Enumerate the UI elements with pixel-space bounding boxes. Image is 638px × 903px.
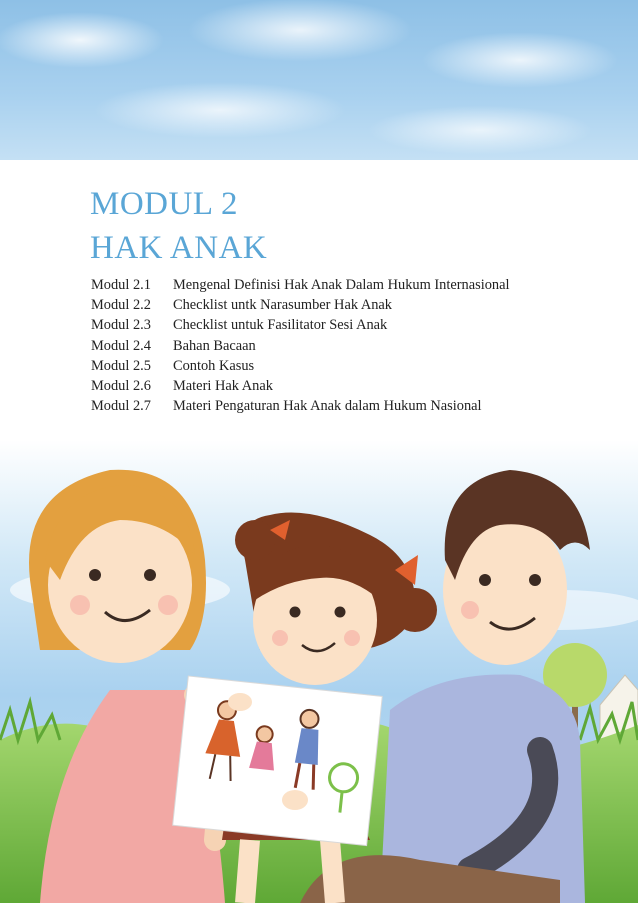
family-illustration-icon <box>0 440 638 903</box>
toc-item-number: Modul 2.7 <box>91 398 151 415</box>
toc-item-label: Materi Hak Anak <box>173 378 273 395</box>
girl-hand <box>228 693 252 711</box>
girl-eye <box>290 607 301 618</box>
toc-item-number: Modul 2.5 <box>91 357 151 374</box>
toc-item-label: Checklist untuk Fasilitator Sesi Anak <box>173 317 388 334</box>
mother-cheek <box>70 595 90 615</box>
drawing-figure-head <box>300 709 320 729</box>
sky-banner <box>0 0 638 160</box>
mother-eye <box>89 569 101 581</box>
girl-hand <box>282 790 308 810</box>
mother-cheek <box>158 595 178 615</box>
toc-item[interactable] <box>91 275 510 295</box>
father-eye <box>479 574 491 586</box>
toc-item[interactable] <box>91 356 510 376</box>
toc-item[interactable] <box>91 315 510 335</box>
father-cheek <box>461 601 479 619</box>
toc-item[interactable] <box>91 295 510 315</box>
toc-item-label: Mengenal Definisi Hak Anak Dalam Hukum Internasional <box>173 277 510 293</box>
toc-item-number: Modul 2.4 <box>91 337 151 354</box>
girl-cheek <box>344 630 360 646</box>
toc-item-label: Materi Pengaturan Hak Anak dalam Hukum Nasional <box>173 398 482 415</box>
module-title-line-2: HAK ANAK <box>90 230 268 266</box>
girl-eye <box>335 607 346 618</box>
table-of-contents <box>91 275 510 416</box>
module-title-line-1: MODUL 2 <box>90 186 239 222</box>
toc-item-number: Modul 2.6 <box>91 378 151 395</box>
toc-item-number: Modul 2.1 <box>91 277 151 293</box>
toc-item-label: Bahan Bacaan <box>173 337 256 354</box>
module-title <box>90 182 267 270</box>
toc-item-label: Checklist untk Narasumber Hak Anak <box>173 297 393 314</box>
toc-item[interactable] <box>91 336 510 356</box>
girl-cheek <box>272 630 288 646</box>
girl-pigtail <box>393 588 437 632</box>
toc-item-number: Modul 2.2 <box>91 297 151 314</box>
toc-item-number: Modul 2.3 <box>91 317 151 334</box>
drawing-paper <box>173 676 383 846</box>
drawing-figure-head <box>256 726 274 744</box>
mother-eye <box>144 569 156 581</box>
girl-pigtail <box>235 520 275 560</box>
child-drawing <box>173 676 383 846</box>
toc-item[interactable] <box>91 376 510 396</box>
father-eye <box>529 574 541 586</box>
toc-item[interactable] <box>91 396 510 416</box>
toc-item-label: Contoh Kasus <box>173 357 255 374</box>
